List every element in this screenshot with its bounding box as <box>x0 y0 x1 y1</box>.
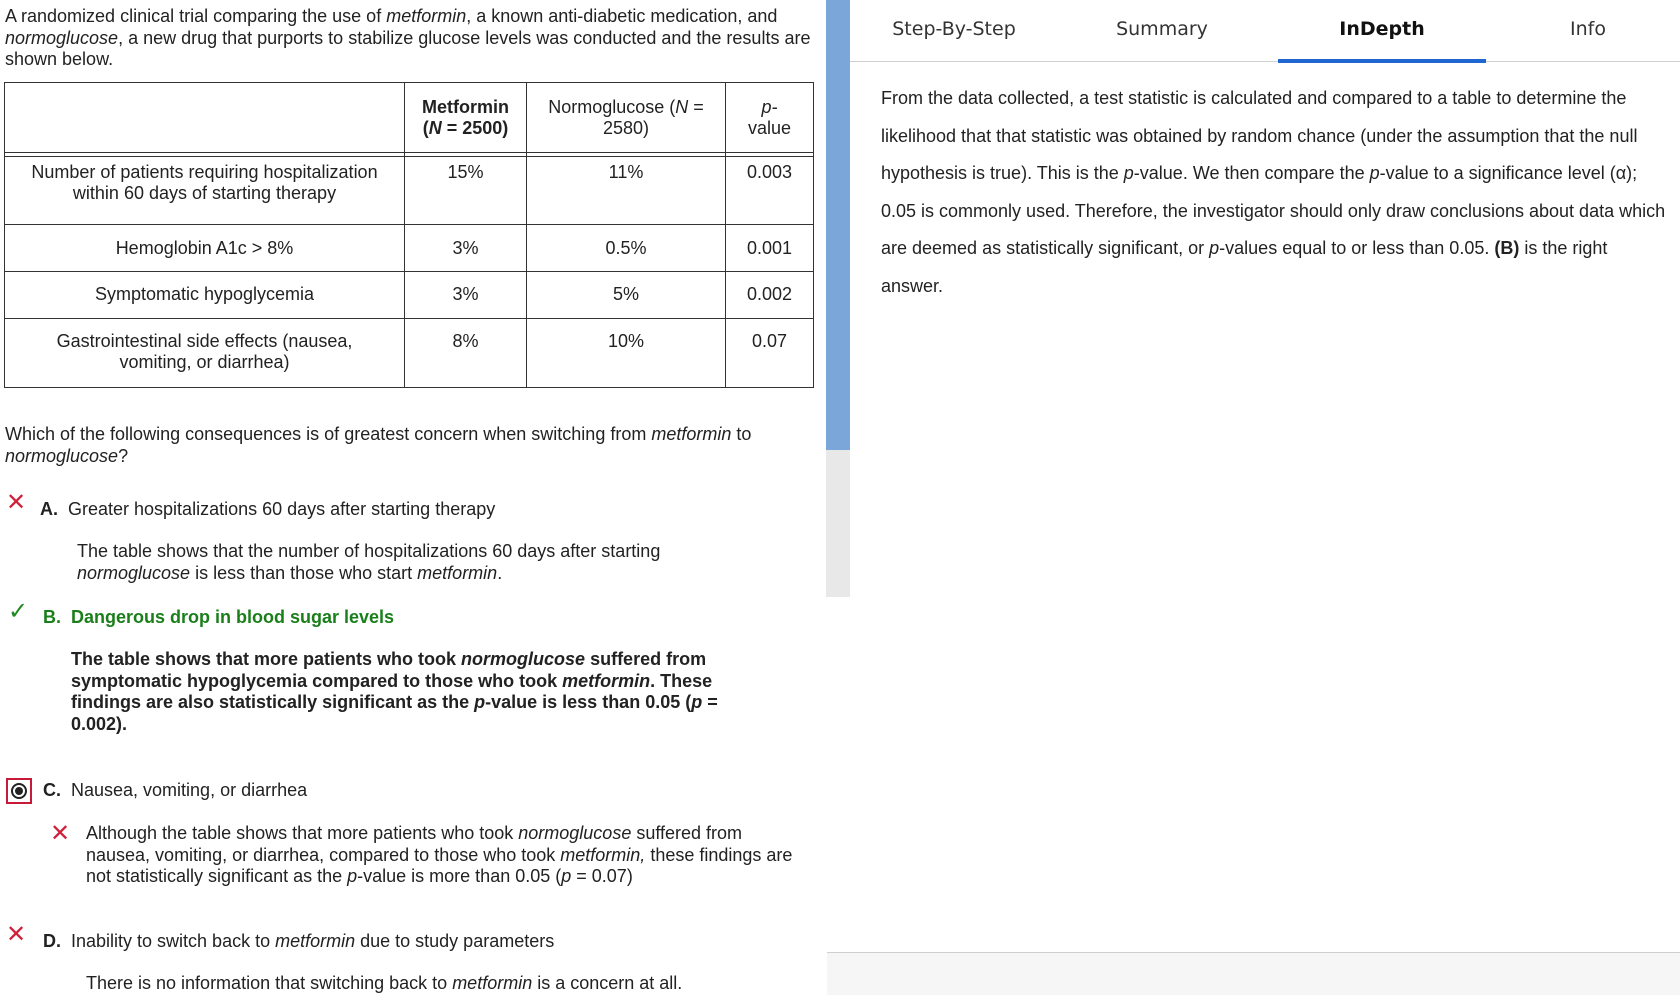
normoglucose-value: 5% <box>527 272 726 319</box>
scrollbar-track[interactable] <box>826 0 850 597</box>
stem-text: A randomized clinical trial comparing the use of <box>5 6 387 26</box>
option-a-explanation: The table shows that the number of hospitalizations 60 days after starting normoglucose is less than those who start metformin. <box>77 541 661 583</box>
metformin-value: 8% <box>405 319 527 388</box>
option-c[interactable]: C. Nausea, vomiting, or diarrhea <box>43 780 308 800</box>
indepth-explanation: From the data collected, a test statistic is calculated and compared to a table to determine the likelihood that that statistic was obtained by random chance (under the assumption that the null hypothesis is true). This is the p-value. We then compare the p-value to a significance level (α); 0.05 is commonly used. Therefore, the investigator should only draw conclusions about data which are deemed as statistically significant, or p-values equal to or less than 0.05. (B) is the right answer. <box>881 88 1666 296</box>
option-b[interactable]: B. Dangerous drop in blood sugar levels <box>43 607 395 627</box>
tab-step-by-step[interactable]: Step-By-Step <box>892 18 1016 40</box>
bottom-toolbar <box>827 952 1680 995</box>
drug-name: normoglucose <box>5 445 119 466</box>
question-pane <box>0 0 826 995</box>
p-value: 0.07 <box>726 319 814 388</box>
row-label: Symptomatic hypoglycemia <box>5 272 405 319</box>
table-row <box>5 319 814 388</box>
radio-dot-icon <box>15 787 23 795</box>
explanation-pane <box>850 0 1680 995</box>
row-label: Number of patients requiring hospitalization within 60 days of starting therapy <box>5 157 405 225</box>
option-b-text: Dangerous drop in blood sugar levels <box>71 607 395 627</box>
normoglucose-value: 11% <box>527 157 726 225</box>
option-b-explanation: The table shows that more patients who took normoglucose suffered from symptomatic hypoglycemia compared to those who took metformin. These findings are also statistically significant as the p-value is less than 0.05 (p = 0.002). <box>71 649 718 734</box>
correct-answer-label: (B) <box>1494 238 1520 259</box>
p-value: 0.003 <box>726 157 814 225</box>
row-label: Gastrointestinal side effects (nausea, vomiting, or diarrhea) <box>5 319 405 388</box>
stem-text: , a known anti-diabetic medication, and <box>466 6 778 26</box>
p-value: 0.001 <box>726 225 814 272</box>
tab-indepth[interactable]: InDepth <box>1278 0 1486 62</box>
scrollbar-thumb[interactable] <box>826 0 850 450</box>
drug-name: metformin <box>651 424 732 444</box>
option-d-explanation: There is no information that switching back to metformin is a concern at all. <box>86 973 683 993</box>
table-header-row <box>5 83 814 153</box>
table-row <box>5 272 814 319</box>
incorrect-x-icon: ✕ <box>6 489 27 516</box>
table-row <box>5 157 814 225</box>
selected-radio-button[interactable] <box>6 778 32 804</box>
option-c-explanation: Although the table shows that more patients who took normoglucose suffered from nausea, vomiting, or diarrhea, compared to those who took metformin, these findings are not statistically significant as the p-value is more than 0.05 (p = 0.07) <box>86 823 793 886</box>
option-d[interactable]: D. Inability to switch back to metformin due to study parameters <box>43 931 555 951</box>
results-table <box>4 82 814 388</box>
metformin-value: 3% <box>405 225 527 272</box>
row-label: Hemoglobin A1c > 8% <box>5 225 405 272</box>
metformin-value: 15% <box>405 157 527 225</box>
tab-bar <box>850 0 1680 62</box>
drug-name: normoglucose <box>5 27 119 48</box>
header-metformin: Metformin (N = 2500) <box>405 83 527 153</box>
question-stem <box>5 6 823 71</box>
option-a-text: Greater hospitalizations 60 days after starting therapy <box>68 499 496 519</box>
option-a[interactable]: A. Greater hospitalizations 60 days after starting therapy <box>40 499 496 519</box>
normoglucose-value: 10% <box>527 319 726 388</box>
normoglucose-value: 0.5% <box>527 225 726 272</box>
correct-check-icon: ✓ <box>8 598 29 625</box>
tab-summary[interactable]: Summary <box>1116 18 1208 40</box>
radio-ring-icon <box>11 783 27 799</box>
question-prompt: Which of the following consequences is of greatest concern when switching from metformin to normoglucose? <box>5 424 752 466</box>
table-row <box>5 225 814 272</box>
stem-text: , a new drug that purports to stabilize glucose levels was conducted and the results are shown below. <box>5 27 811 69</box>
metformin-value: 3% <box>405 272 527 319</box>
header-p-value: p- value <box>726 83 814 153</box>
option-c-text: Nausea, vomiting, or diarrhea <box>71 780 308 800</box>
header-normoglucose: Normoglucose (N = 2580) <box>527 83 726 153</box>
incorrect-x-icon: ✕ <box>50 820 71 847</box>
p-value: 0.002 <box>726 272 814 319</box>
drug-name: metformin <box>386 6 467 26</box>
header-empty-cell <box>5 83 405 153</box>
tab-info[interactable]: Info <box>1570 18 1606 40</box>
incorrect-x-icon: ✕ <box>6 921 27 948</box>
